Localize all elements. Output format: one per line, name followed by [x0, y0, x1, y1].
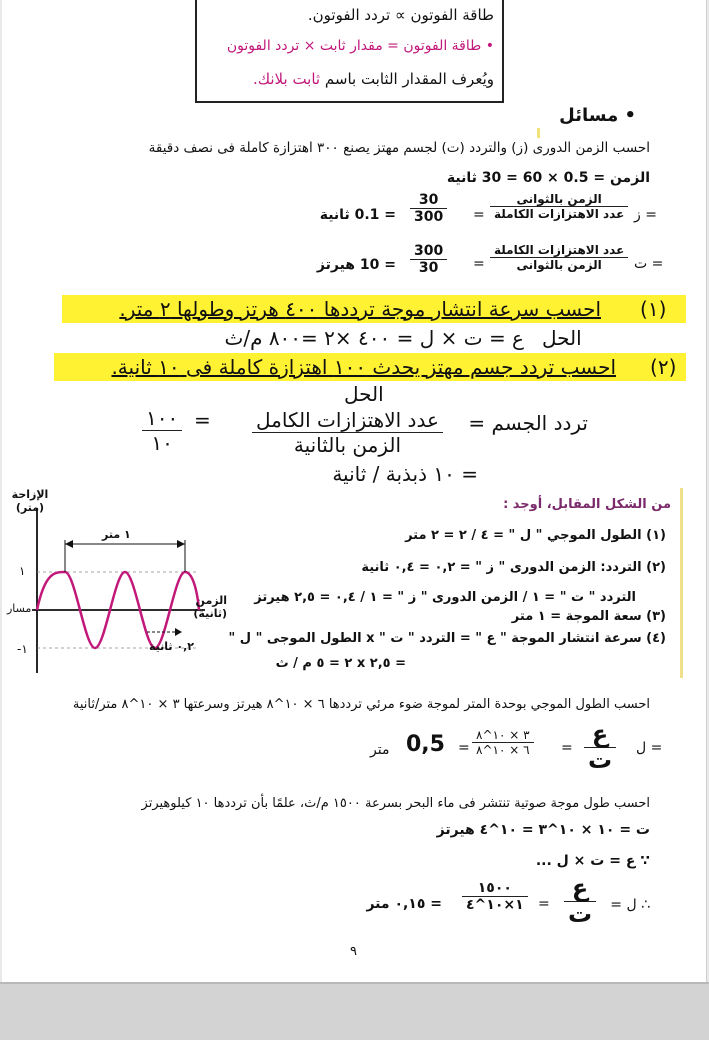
p3-result: 0,5	[406, 732, 445, 757]
p4-result: = ٠,١٥ متر	[366, 896, 442, 912]
p4-val-num: ١٥٠٠	[462, 880, 528, 897]
p3-val-num: ٣ × ١٠^٨	[472, 728, 534, 743]
p4-num: ع	[564, 876, 596, 902]
q2-solution-label: الحل	[344, 382, 384, 406]
problem-3-label: ل =	[636, 740, 663, 756]
p3-num: ع	[584, 722, 616, 748]
q2-number: (٢)	[650, 355, 677, 379]
box-line-3-start: ويُعرف المقدار الثابت باسم	[324, 70, 494, 88]
figure-q2: (٢) التردد: الزمن الدورى " ز " = ٠,٢ = ٠,٤ ثانية	[361, 560, 666, 575]
problem-3-formula	[584, 722, 616, 773]
z-val-den: 300	[414, 209, 444, 225]
p3-unit: متر	[370, 742, 390, 758]
wavelength-label: ١ متر	[102, 528, 131, 541]
problem-1-text: احسب الزمن الدورى (ز) والتردد (ت) لجسم مهتز يصنع ٣٠٠ اهتزازة كاملة فى نصف دقيقة	[148, 140, 650, 156]
figure-q3: (٣) سعة الموجة = ١ متر	[511, 609, 666, 624]
box-line-1: طاقة الفوتون ∝ تردد الفوتون.	[307, 6, 494, 24]
q1-solution-label: الحل	[542, 326, 582, 350]
z-fraction-values	[410, 192, 447, 225]
wave-diagram	[7, 488, 232, 678]
q2-freq-num: عدد الاهتزازات الكامل	[252, 408, 443, 433]
problem-3-text: احسب الطول الموجي بوحدة المتر لموجة ضوء مرئي ترددها ٦ × ١٠^٨ هيرتز وسرعتها ٣ × ١٠^٨ متر/ثانية	[72, 697, 650, 712]
tick-negative: -١	[17, 642, 28, 656]
problem-4-label: ∴ ل =	[610, 897, 650, 913]
y-axis-label: الإزاحة (متر)	[11, 488, 49, 514]
box-line-3	[253, 70, 494, 88]
problem-4-text: احسب طول موجة صوتية تنتشر فى ماء البحر بسرعة ١٥٠٠ م/ث، علمًا بأن ترددها ١٠ كيلوهيرتز	[141, 796, 650, 811]
x-axis-label: الزمن (ثانية)	[193, 594, 227, 620]
z-num: الزمن بالثوانى	[490, 192, 628, 207]
t-fraction-words	[490, 243, 628, 272]
section-divider	[537, 128, 690, 138]
tick-positive: ١	[19, 564, 26, 578]
box-line-2: • طاقة الفوتون = مقدار ثابت × تردد الفوتون	[226, 38, 494, 54]
z-eq-sign: =	[473, 207, 485, 223]
p4-den: ت	[568, 900, 593, 929]
viewer-bottom-bar	[0, 982, 709, 1040]
p3-eq-1: =	[561, 740, 573, 756]
p3-eq-2: =	[458, 740, 470, 756]
t-result: = 10 هيرتز	[316, 257, 396, 273]
problem-4-formula	[564, 876, 596, 927]
q1-solution: ع = ت × ل = ٤٠٠ ×٢ =٨٠٠ م/ث	[224, 326, 524, 350]
period-label: ٠,٢ ثانية	[149, 640, 194, 653]
p3-den: ت	[588, 746, 613, 775]
q2-freq-label: تردد الجسم =	[468, 411, 588, 435]
t-fraction-values	[410, 243, 447, 276]
figure-q4: (٤) سرعة انتشار الموجة " ع " = التردد " ت " x الطول الموجى " ل "	[228, 631, 666, 646]
t-den: الزمن بالثوانى	[516, 258, 602, 272]
q2-fraction-values	[142, 406, 182, 455]
figure-q2b: التردد " ت " = ١ / الزمن الدورى " ز " = ١ / ٠,٤ = ٢,٥ هيرتز	[254, 590, 636, 605]
p4-val-den: ١×١٠^٤	[466, 897, 524, 913]
p4-eq-1: =	[538, 896, 550, 912]
document-page	[2, 0, 707, 982]
q2-val-num: ١٠٠	[142, 406, 182, 431]
z-result: = 0.1 ثانية	[319, 207, 396, 223]
problem-4-line1: ت = ١٠ × ١٠^٣ = ١٠^٤ هيرتز	[436, 822, 650, 838]
q2-val-den: ١٠	[151, 431, 173, 455]
t-val-num: 300	[410, 243, 447, 260]
q1-number: (١)	[640, 297, 667, 321]
z-den: عدد الاهتزازات الكاملة	[494, 207, 625, 221]
wave-figure	[7, 488, 232, 678]
q1-text: احسب سرعة انتشار موجة ترددها ٤٠٠ هرتز وطولها ٢ متر.	[119, 297, 601, 321]
t-eq-sign: =	[473, 256, 485, 272]
box-line-3-accent: ثابت بلانك.	[252, 70, 321, 88]
section-title: • مسائل	[559, 105, 636, 126]
figure-q1: (١) الطول الموجي " ل " = ٤ / ٢ = ٢ متر	[405, 528, 666, 543]
p3-val-den: ٦ × ١٠^٨	[476, 743, 530, 757]
figure-sidebar-line	[680, 488, 683, 678]
page-number: ٩	[350, 944, 357, 959]
z-val-num: 30	[410, 192, 447, 209]
t-label: ت =	[634, 256, 664, 272]
figure-questions-title: من الشكل المقابل، أوجد :	[503, 497, 671, 512]
definition-box	[195, 0, 504, 103]
problem-1-time: الزمن = 0.5 × 60 = 30 ثانية	[446, 170, 650, 186]
q2-freq-den: الزمن بالثانية	[293, 433, 402, 457]
q2-eq-sign: =	[194, 408, 211, 432]
problem-4-values	[462, 880, 528, 913]
tick-rest: مسار	[7, 602, 32, 615]
q2-text: احسب تردد جسم مهتز يحدث ١٠٠ اهتزازة كاملة فى ١٠ ثانية.	[111, 355, 616, 379]
problem-3-values	[472, 728, 534, 757]
problem-4-line2: ∵ ع = ت × ل ...	[535, 853, 650, 869]
z-label: ز =	[634, 207, 657, 223]
figure-q4b: = ٢,٥ x ٢ = ٥ م / ث	[275, 656, 406, 671]
q2-fraction-words	[252, 408, 443, 457]
q2-result: = ١٠ ذبذبة / ثانية	[332, 462, 478, 486]
t-num: عدد الاهتزازات الكاملة	[490, 243, 628, 258]
z-fraction-words	[490, 192, 628, 221]
t-val-den: 30	[418, 260, 439, 276]
